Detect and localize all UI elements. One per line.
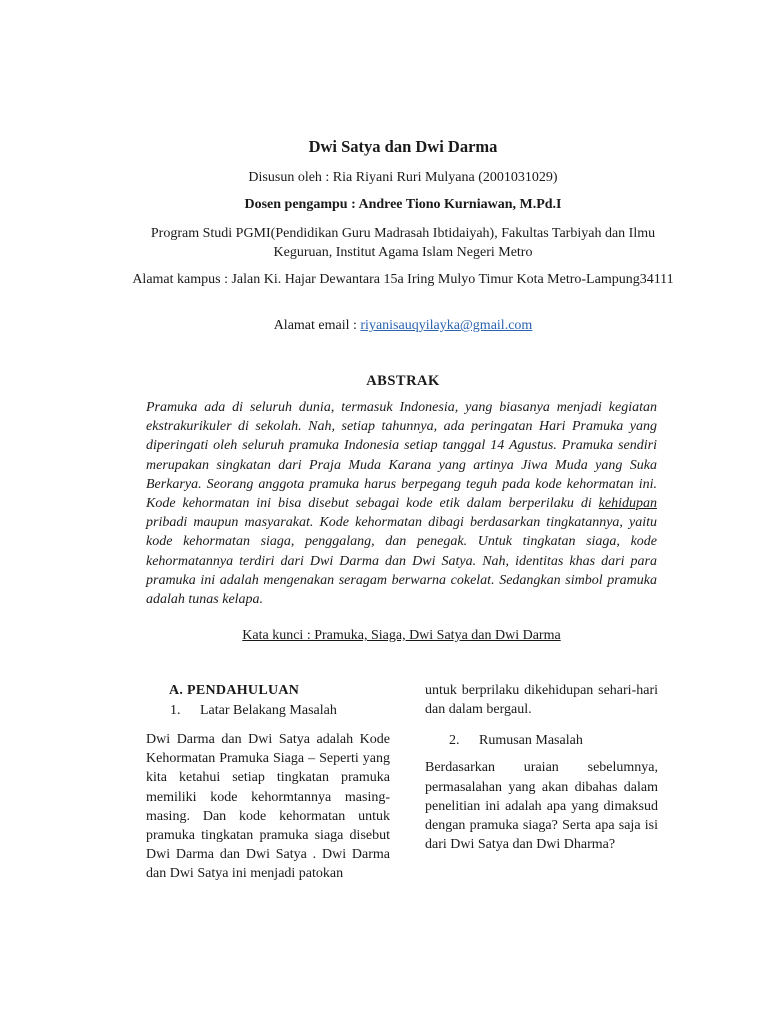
email-label: Alamat email : [273, 318, 361, 333]
section-heading-introduction: A. PENDAHULUAN [169, 683, 300, 698]
subsection-number: 1. [170, 703, 181, 718]
advisor-line: Dosen pengampu : Andree Tiono Kurniawan, M.Pd.I [244, 197, 562, 212]
abstract-body [146, 398, 657, 609]
right-column [425, 681, 658, 854]
subsection-heading-background [170, 701, 390, 721]
author-line: Disusun oleh : Ria Riyani Ruri Mulyana (2001031029) [248, 170, 558, 185]
keywords [146, 626, 657, 645]
email-line [130, 316, 676, 335]
left-column [146, 681, 390, 884]
abstract-text-part-2: pribadi maupun masyarakat. Kode kehormatan dibagi berdasarkan tingkatannya, yaitu kode kehormatan siaga, penggalang, dan penegak. Untuk tingkatan siaga, kode kehormatannya terdiri dari Dwi Darma dan Dwi Satya. Nah, identitas khas dari para pramuka ini adalah mengenakan seragam berwarna cokelat. Sedangkan simbol pramuka adalah tunas kelapa. [146, 515, 657, 608]
subsection-label: Rumusan Masalah [479, 733, 583, 749]
background-paragraph: Dwi Darma dan Dwi Satya adalah Kode Kehormatan Pramuka Siaga – Seperti yang kita ketahui setiap tingkatan pramuka memiliki kode kehormtannya masing-masing. Dan kode kehormatan untuk pramuka tingkatan pramuka siaga disebut Dwi Darma dan Dwi Satya . Dwi Darma dan Dwi Satya ini menjadi patokan [146, 732, 390, 882]
email-link[interactable]: riyanisauqyilayka@gmail.com [360, 318, 533, 333]
campus-address: Alamat kampus : Jalan Ki. Hajar Dewantara 15a Iring Mulyo Timur Kota Metro-Lampung34111 [132, 272, 674, 287]
problem-paragraph: Berdasarkan uraian sebelumnya, permasalahan yang akan dibahas dalam penelitian ini adalah apa yang dimaksud dengan pramuka siaga? Serta apa saja isi dari Dwi Satya dan Dwi Dharma? [425, 760, 658, 853]
abstract-heading: ABSTRAK [366, 373, 440, 389]
paper-title: Dwi Satya dan Dwi Darma [308, 137, 498, 156]
subsection-heading-problem [449, 731, 658, 751]
program-line: Program Studi PGMI(Pendidikan Guru Madrasah Ibtidaiyah), Fakultas Tarbiyah dan Ilmu Keguruan, Institut Agama Islam Negeri Metro [150, 226, 656, 260]
continuation-paragraph: untuk berprilaku dikehidupan sehari-hari dan dalam bergaul. [425, 683, 658, 718]
subsection-number: 2. [449, 733, 460, 749]
keywords-text: Kata kunci : Pramuka, Siaga, Dwi Satya dan Dwi Darma [242, 628, 561, 643]
abstract-underlined-word: kehidupan [598, 496, 657, 512]
abstract-text-part-1: Pramuka ada di seluruh dunia, termasuk Indonesia, yang biasanya menjadi kegiatan ekstrakurikuler di sekolah. Nah, setiap tahunnya, ada peringatan Hari Pramuka yang diperingati oleh seluruh pramuka Indonesia setiap tanggal 14 Agustus. Pramuka sendiri merupakan singkatan dari Praja Muda Karana yang artinya Jiwa Muda yang Suka Berkarya. Seorang anggota pramuka harus berpegang teguh pada kode kehormatan ini. Kode kehormatan ini bisa disebut sebagai kode etik dalam berperilaku di [146, 400, 657, 512]
subsection-label: Latar Belakang Masalah [200, 703, 337, 718]
